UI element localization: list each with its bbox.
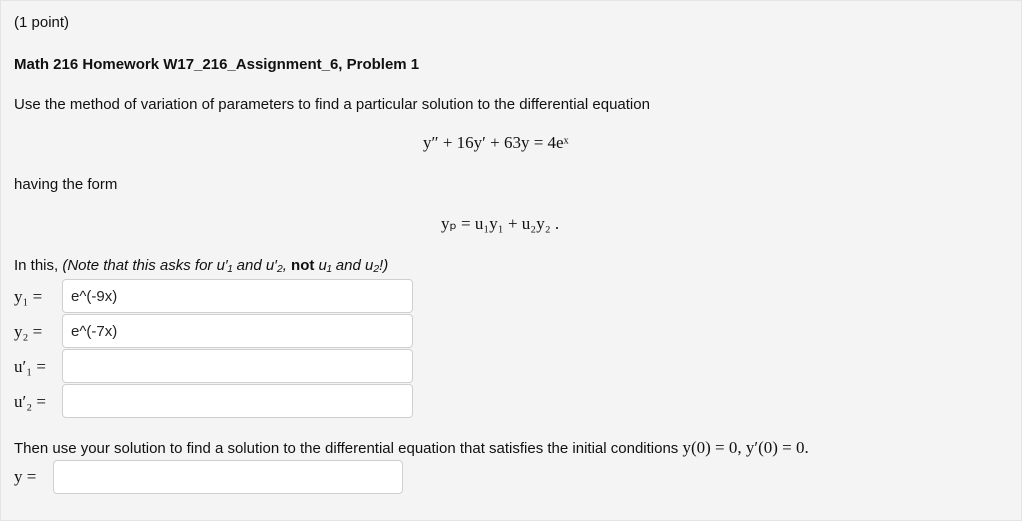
u1-prime-input[interactable] (62, 349, 413, 383)
form-equation: yₚ = u₁y₁ + u₂y₂ . (441, 214, 560, 233)
note-prefix: In this, (14, 257, 63, 274)
form-label: having the form (14, 176, 118, 193)
initial-conditions: y(0) = 0, y′(0) = 0. (682, 438, 809, 457)
note-italic: (Note that this asks for u′₁ and u′₂, (62, 257, 287, 274)
y-label: y = (14, 467, 37, 486)
points-label: (1 point) (14, 14, 70, 31)
u2-prime-input[interactable] (62, 384, 413, 418)
final-instruction (14, 438, 809, 458)
differential-equation: y″ + 16y′ + 63y = 4eˣ (423, 133, 569, 152)
y2-input[interactable] (62, 314, 413, 348)
note-text (14, 257, 388, 274)
y-solution-input[interactable] (53, 460, 403, 494)
note-tail: u₁ and u₂!) (318, 257, 389, 274)
y1-label: y₁ = (14, 287, 43, 306)
final-instruction-text: Then use your solution to find a solution to the differential equation that satisfies the initial conditions (14, 440, 679, 457)
note-bold: not (286, 257, 319, 274)
instruction-text: Use the method of variation of parameters to find a particular solution to the differential equation (14, 96, 650, 113)
y1-input[interactable] (62, 279, 413, 313)
u2-prime-label: u′₂ = (14, 392, 46, 411)
y2-label: y₂ = (14, 322, 43, 341)
problem-title: Math 216 Homework W17_216_Assignment_6, Problem 1 (14, 56, 420, 73)
u1-prime-label: u′₁ = (14, 357, 46, 376)
